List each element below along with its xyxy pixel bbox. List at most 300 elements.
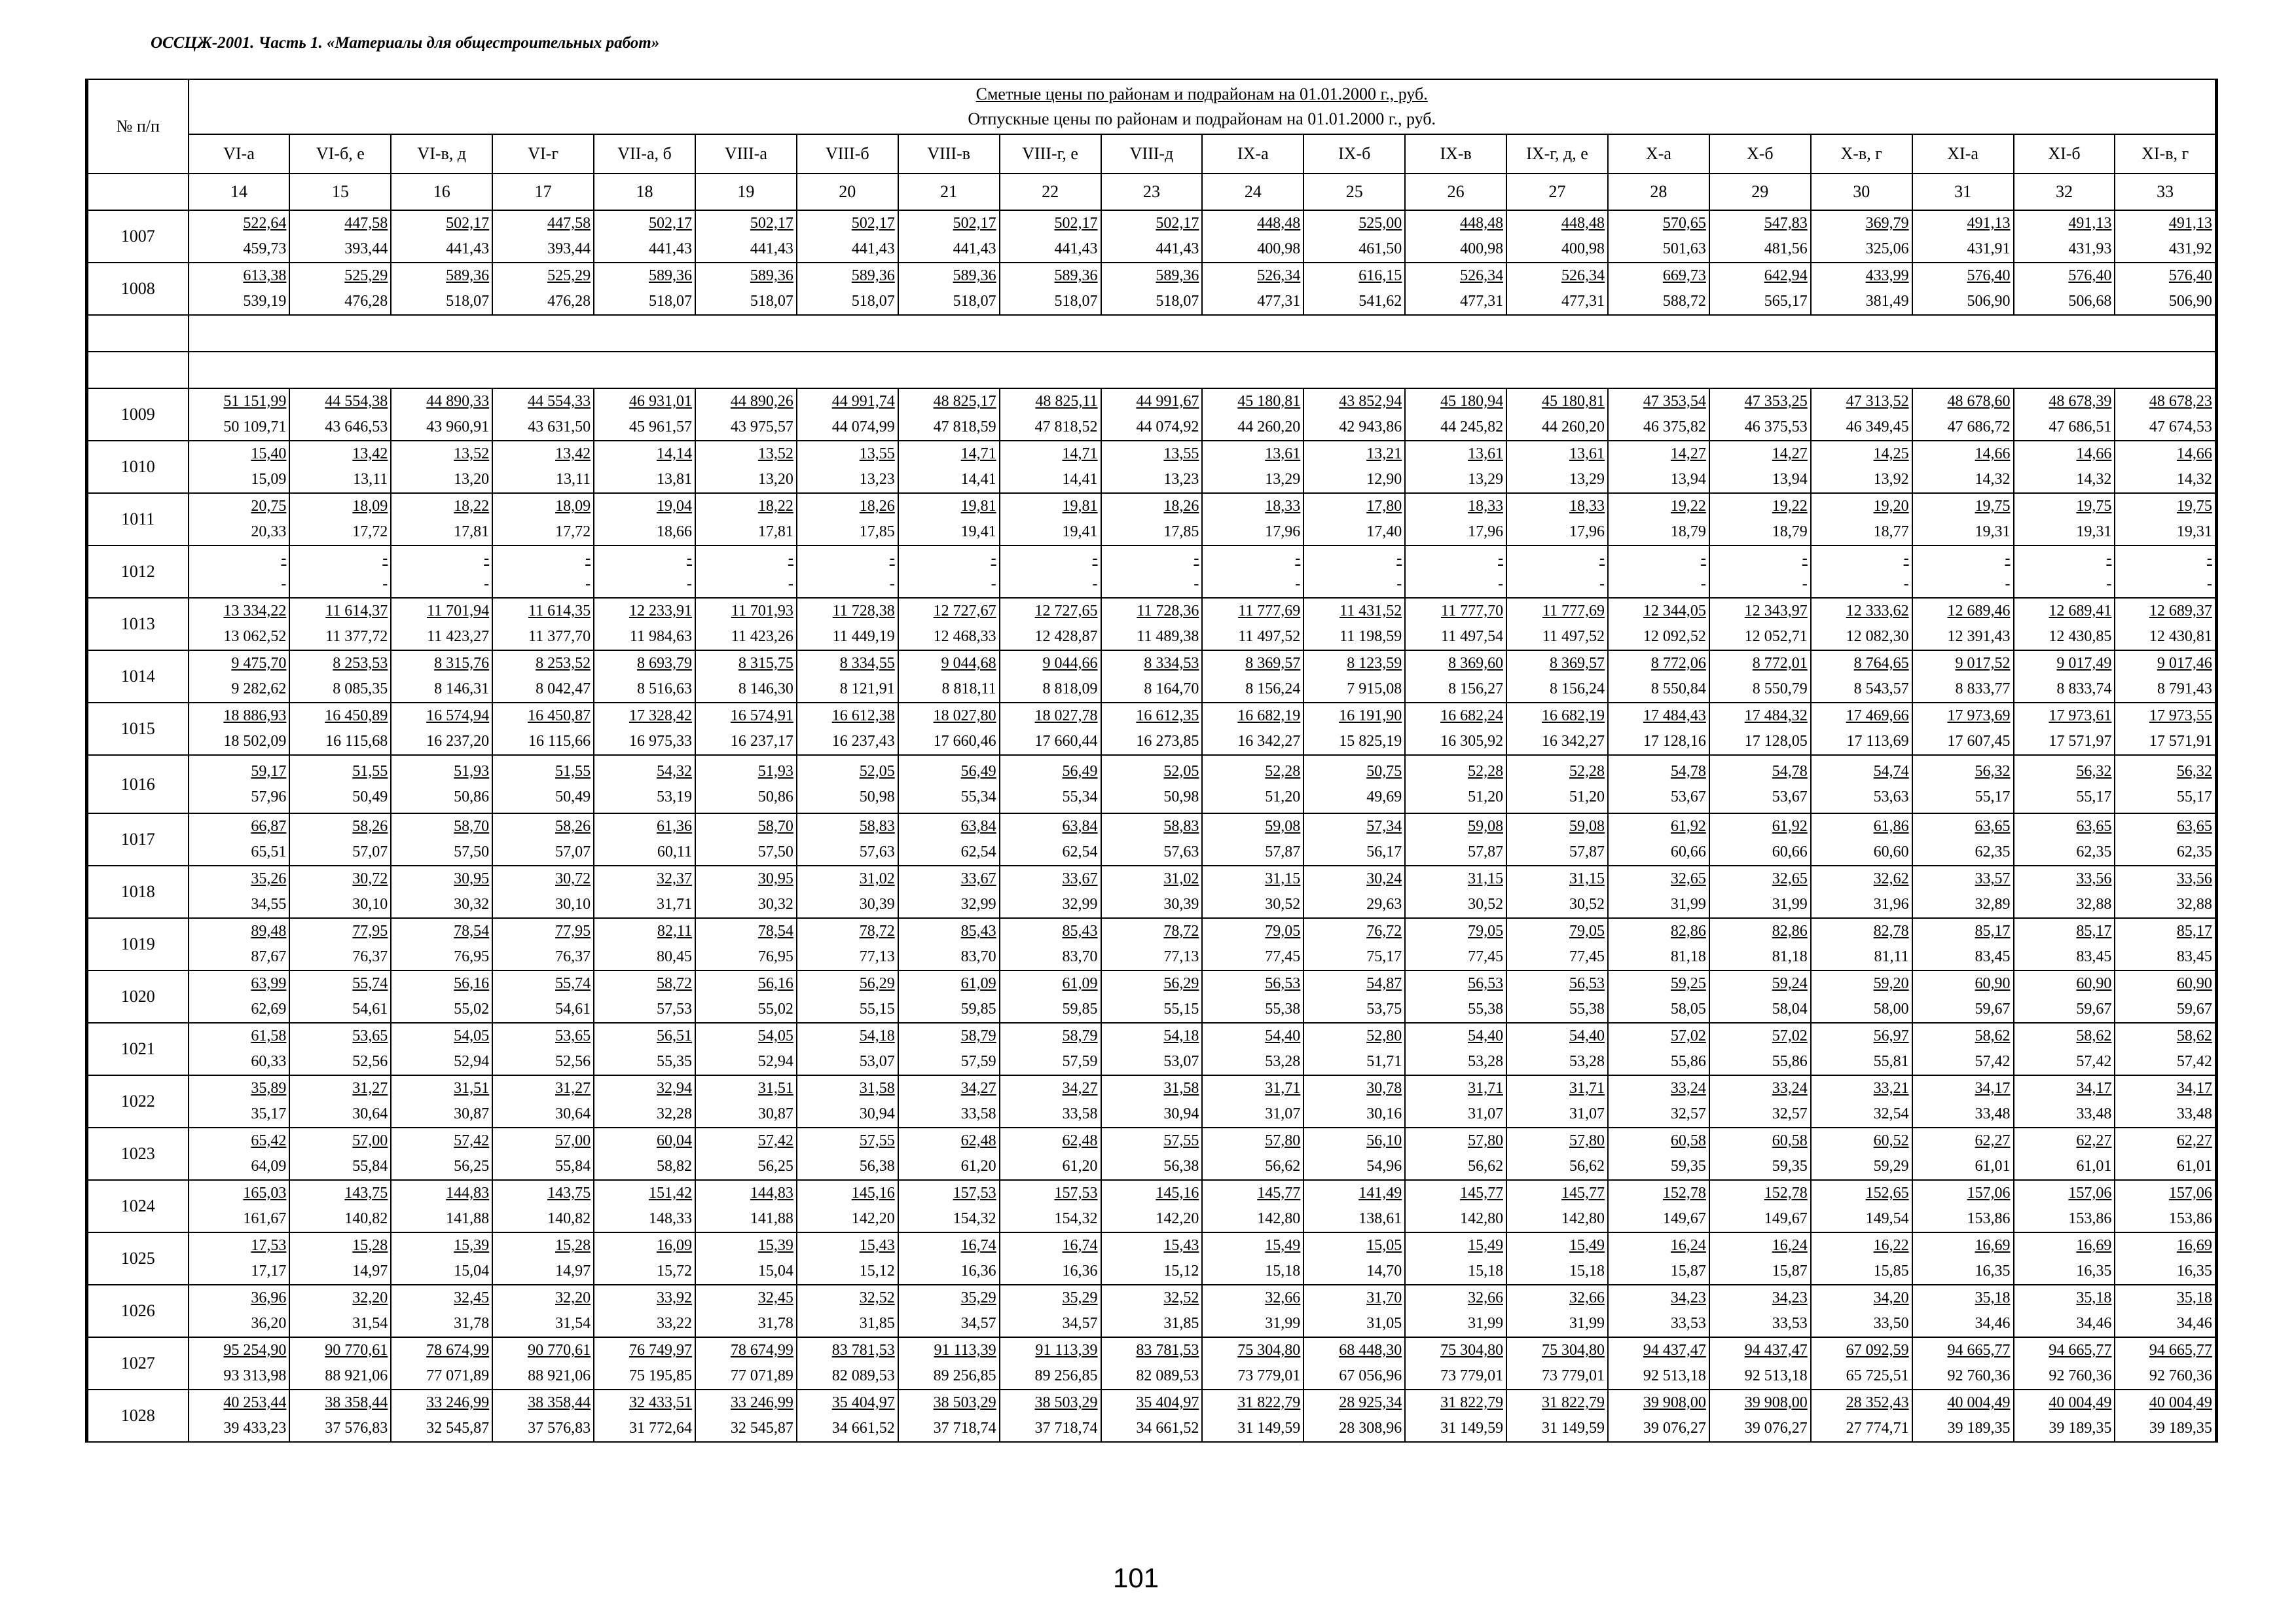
estimated-price: 448,48 (1561, 215, 1605, 232)
release-price: 15,09 (251, 471, 287, 488)
estimated-price: 32,20 (352, 1289, 388, 1306)
price-cell (1303, 1285, 1405, 1337)
release-price: 43 631,50 (528, 418, 591, 435)
price-cell (898, 918, 1000, 970)
price-cell (797, 441, 898, 493)
release-price: 11 198,59 (1339, 628, 1402, 645)
price-cell (1506, 598, 1608, 650)
estimated-price: 13,61 (1569, 445, 1605, 462)
price-cell (1709, 918, 1811, 970)
price-cell (289, 1337, 391, 1390)
table-row (87, 1075, 2217, 1128)
row-number: 1023 (87, 1128, 189, 1180)
price-cell (1405, 1285, 1506, 1337)
price-cell (594, 1285, 695, 1337)
price-cell (1000, 1023, 1101, 1075)
estimated-price: 43 852,94 (1339, 393, 1402, 410)
release-price: 8 516,63 (636, 680, 692, 697)
estimated-price: 57,42 (454, 1132, 490, 1149)
price-cell (1000, 598, 1101, 650)
price-cell (492, 650, 594, 703)
table-row (87, 598, 2217, 650)
price-cell (391, 598, 492, 650)
estimated-price: 82,86 (1670, 923, 1706, 940)
release-price: 31,07 (1265, 1105, 1301, 1122)
release-price: 19,31 (2076, 523, 2112, 540)
table-row (87, 493, 2217, 545)
estimated-price: 30,72 (555, 870, 591, 887)
release-price: 73 779,01 (1237, 1367, 1301, 1384)
estimated-price: 19,22 (1670, 498, 1706, 515)
price-cell (1608, 1023, 1709, 1075)
estimated-price: 17 973,55 (2149, 707, 2212, 724)
estimated-price: 58,72 (656, 975, 692, 992)
estimated-price: 60,90 (1975, 975, 2011, 992)
price-cell (391, 703, 492, 755)
release-price: 50,49 (555, 788, 591, 805)
estimated-price: 16,69 (2176, 1237, 2212, 1254)
estimated-price: 52,05 (1163, 762, 1199, 780)
price-cell (492, 866, 594, 918)
row-number: 1010 (87, 441, 189, 493)
release-price: 53,28 (1569, 1053, 1605, 1070)
estimated-price: 34,17 (2076, 1080, 2112, 1097)
price-cell (1000, 1128, 1101, 1180)
release-price: 400,98 (1561, 240, 1605, 257)
release-price: 50,49 (352, 788, 388, 805)
column-number: 27 (1506, 174, 1608, 210)
estimated-price: - (1396, 550, 1402, 567)
release-price: 44 245,82 (1440, 418, 1504, 435)
price-cell (1608, 1390, 1709, 1442)
estimated-price: 63,84 (1062, 818, 1098, 835)
price-cell (1303, 970, 1405, 1023)
estimated-price: 33,56 (2076, 870, 2112, 887)
release-price: 33,48 (1975, 1105, 2011, 1122)
estimated-price: 51,55 (555, 762, 591, 780)
release-price: - (1396, 576, 1402, 593)
table-row (87, 388, 2217, 441)
estimated-price: 90 770,61 (325, 1342, 388, 1359)
estimated-price: 16,24 (1772, 1237, 1808, 1254)
estimated-price: 502,17 (851, 215, 895, 232)
release-price: 32,57 (1670, 1105, 1706, 1122)
price-cell (797, 918, 898, 970)
estimated-price: 51,93 (454, 762, 490, 780)
row-number: 1013 (87, 598, 189, 650)
release-price: 32,54 (1873, 1105, 1909, 1122)
price-cell (2115, 918, 2216, 970)
estimated-price: 30,95 (757, 870, 793, 887)
release-price: 30,64 (352, 1105, 388, 1122)
estimated-price: 51 151,99 (223, 393, 287, 410)
estimated-price: 8 123,59 (1347, 655, 1402, 672)
release-price: 518,07 (750, 293, 793, 310)
table-row (87, 970, 2217, 1023)
release-price: 50,98 (859, 788, 895, 805)
price-cell (492, 1075, 594, 1128)
price-cell (1000, 1337, 1101, 1390)
estimated-price: 56,32 (1975, 762, 2011, 780)
estimated-price: 525,29 (547, 267, 591, 284)
estimated-price: 12 727,67 (933, 602, 996, 619)
estimated-price: 14,14 (656, 445, 692, 462)
release-price: 49,69 (1366, 788, 1402, 805)
release-price: 15,87 (1772, 1263, 1808, 1280)
release-price: 31,07 (1569, 1105, 1605, 1122)
price-cell (189, 598, 290, 650)
release-price: 75 195,85 (629, 1367, 692, 1384)
estimated-price: 33,67 (1062, 870, 1098, 887)
release-price: 55,17 (2076, 788, 2112, 805)
price-cell (1811, 545, 1912, 598)
estimated-price: 47 353,54 (1643, 393, 1706, 410)
estimated-price: 59,08 (1569, 818, 1605, 835)
estimated-price: 34,17 (1975, 1080, 2011, 1097)
release-price: 52,94 (454, 1053, 490, 1070)
estimated-price: 14,66 (2176, 445, 2212, 462)
price-cell (695, 866, 797, 918)
estimated-price: 15,40 (251, 445, 287, 462)
price-cell (695, 210, 797, 263)
release-price: 30,10 (555, 896, 591, 913)
estimated-price: 78 674,99 (426, 1342, 490, 1359)
estimated-price: 40 004,49 (2149, 1394, 2212, 1411)
estimated-price: 19,81 (1062, 498, 1098, 515)
release-price: 459,73 (243, 240, 287, 257)
release-price: 73 779,01 (1440, 1367, 1504, 1384)
price-cell (1506, 1232, 1608, 1285)
estimated-price: 433,99 (1865, 267, 1909, 284)
release-price: - (1194, 576, 1199, 593)
price-cell (1506, 1075, 1608, 1128)
release-price: 44 260,20 (1237, 418, 1301, 435)
price-cell (189, 441, 290, 493)
release-price: 441,43 (953, 240, 996, 257)
estimated-price: 95 254,90 (223, 1342, 287, 1359)
price-cell (898, 210, 1000, 263)
estimated-price: 570,65 (1662, 215, 1706, 232)
estimated-price: 165,03 (243, 1185, 287, 1202)
price-cell (1608, 755, 1709, 813)
release-price: 57,50 (757, 843, 793, 860)
price-cell (695, 1180, 797, 1232)
release-price: 92 513,18 (1744, 1367, 1808, 1384)
price-cell (898, 813, 1000, 866)
release-price: 57,96 (251, 788, 287, 805)
release-price: 56,62 (1468, 1158, 1504, 1175)
price-cell (1000, 263, 1101, 315)
column-number: 33 (2115, 174, 2216, 210)
price-cell (1101, 493, 1203, 545)
estimated-price: - (788, 550, 793, 567)
release-price: 154,32 (953, 1210, 996, 1227)
estimated-price: 502,17 (1054, 215, 1098, 232)
estimated-price: 31,58 (859, 1080, 895, 1097)
estimated-price: 9 475,70 (231, 655, 287, 672)
price-cell (1912, 210, 2014, 263)
release-price: 55,17 (2176, 788, 2212, 805)
estimated-price: 35,18 (2076, 1289, 2112, 1306)
release-price: 518,07 (648, 293, 692, 310)
release-price: 476,28 (547, 293, 591, 310)
release-price: - (1295, 576, 1301, 593)
super-header-line1: Сметные цены по районам и подрайонам на 01.01.2000 г., руб. (975, 84, 1428, 103)
release-price: 77,45 (1468, 948, 1504, 965)
row-number: 1027 (87, 1337, 189, 1390)
price-cell (1506, 755, 1608, 813)
release-price: 62,54 (1062, 843, 1098, 860)
release-price: 12 430,85 (2049, 628, 2112, 645)
estimated-price: 32,65 (1670, 870, 1706, 887)
estimated-price: 52,80 (1366, 1027, 1402, 1044)
price-cell (2115, 755, 2216, 813)
column-number: 20 (797, 174, 898, 210)
price-cell (1000, 493, 1101, 545)
estimated-price: 65,42 (251, 1132, 287, 1149)
estimated-price: 56,16 (757, 975, 793, 992)
release-price: 55,81 (1873, 1053, 1909, 1070)
release-price: 57,07 (352, 843, 388, 860)
estimated-price: 58,26 (555, 818, 591, 835)
price-cell (1202, 650, 1303, 703)
estimated-price: 31,71 (1569, 1080, 1605, 1097)
row-number: 1018 (87, 866, 189, 918)
release-price: 47 818,59 (933, 418, 996, 435)
release-price: 142,80 (1561, 1210, 1605, 1227)
release-price: 8 833,74 (2056, 680, 2112, 697)
table-row (87, 813, 2217, 866)
estimated-price: 12 233,91 (629, 602, 692, 619)
release-price: 153,86 (2168, 1210, 2212, 1227)
estimated-price: 33,57 (1975, 870, 2011, 887)
price-cell (2014, 441, 2115, 493)
estimated-price: 13,21 (1366, 445, 1402, 462)
estimated-price: - (1802, 550, 1808, 567)
release-price: 83,70 (1062, 948, 1098, 965)
price-cell (492, 703, 594, 755)
release-price: 506,90 (1967, 293, 2011, 310)
release-price: 93 313,98 (223, 1367, 287, 1384)
price-cell (1101, 1023, 1203, 1075)
release-price: 14,32 (2076, 471, 2112, 488)
release-price: - (1700, 576, 1706, 593)
release-price: 33,48 (2176, 1105, 2212, 1122)
estimated-price: 85,43 (1062, 923, 1098, 940)
region-header: VIII-д (1101, 134, 1203, 174)
price-cell (1506, 1023, 1608, 1075)
release-price: 50,86 (454, 788, 490, 805)
release-price: 53,07 (1163, 1053, 1199, 1070)
super-header (189, 79, 2217, 134)
estimated-price: 38 358,44 (528, 1394, 591, 1411)
estimated-price: 13,55 (1163, 445, 1199, 462)
release-price: 16,35 (1975, 1263, 2011, 1280)
estimated-price: 59,24 (1772, 975, 1808, 992)
release-price: 8 146,30 (738, 680, 793, 697)
estimated-price: 57,02 (1772, 1027, 1808, 1044)
price-cell (1405, 1337, 1506, 1390)
estimated-price: 526,34 (1460, 267, 1504, 284)
estimated-price: 19,04 (656, 498, 692, 515)
estimated-price: 17 973,69 (1947, 707, 2011, 724)
estimated-price: 56,53 (1569, 975, 1605, 992)
estimated-price: 34,27 (1062, 1080, 1098, 1097)
release-price: 58,82 (656, 1158, 692, 1175)
release-price: 92 760,36 (2049, 1367, 2112, 1384)
table-row (87, 650, 2217, 703)
price-cell (492, 918, 594, 970)
release-price: 17 571,91 (2149, 733, 2212, 750)
estimated-price: 31,71 (1265, 1080, 1301, 1097)
estimated-price: 94 665,77 (2049, 1342, 2112, 1359)
release-price: 76,37 (555, 948, 591, 965)
price-cell (1811, 1285, 1912, 1337)
price-cell (391, 755, 492, 813)
price-cell (797, 970, 898, 1023)
release-price: 54,61 (352, 1001, 388, 1018)
price-cell (1912, 755, 2014, 813)
estimated-price: 11 777,69 (1238, 602, 1301, 619)
release-price: 8 550,84 (1650, 680, 1706, 697)
release-price: - (2206, 576, 2212, 593)
estimated-price: 669,73 (1662, 267, 1706, 284)
price-cell (391, 866, 492, 918)
estimated-price: 31,02 (859, 870, 895, 887)
estimated-price: 613,38 (243, 267, 287, 284)
release-price: 431,91 (1967, 240, 2011, 257)
price-cell (797, 1337, 898, 1390)
estimated-price: 78,54 (757, 923, 793, 940)
release-price: 33,50 (1873, 1315, 1909, 1332)
price-cell (797, 1285, 898, 1337)
estimated-price: 642,94 (1764, 267, 1808, 284)
release-price: 13,94 (1772, 471, 1808, 488)
release-price: 8 121,91 (839, 680, 895, 697)
estimated-price: 152,65 (1865, 1185, 1909, 1202)
price-cell (189, 970, 290, 1023)
release-price: 518,07 (953, 293, 996, 310)
price-cell (1202, 918, 1303, 970)
row-number: 1019 (87, 918, 189, 970)
table-row (87, 263, 2217, 315)
estimated-price: 152,78 (1662, 1185, 1706, 1202)
estimated-price: 32,52 (859, 1289, 895, 1306)
price-cell (1608, 970, 1709, 1023)
estimated-price: 62,27 (2176, 1132, 2212, 1149)
release-price: 92 760,36 (1947, 1367, 2011, 1384)
price-cell (1608, 703, 1709, 755)
release-price: 18,66 (656, 523, 692, 540)
table-row (87, 1180, 2217, 1232)
estimated-price: 15,05 (1366, 1237, 1402, 1254)
release-price: 18,79 (1670, 523, 1706, 540)
estimated-price: 15,49 (1569, 1237, 1605, 1254)
estimated-price: 47 313,52 (1846, 393, 1909, 410)
price-cell (2014, 703, 2115, 755)
price-cell (594, 441, 695, 493)
estimated-price: 502,17 (648, 215, 692, 232)
estimated-price: 45 180,81 (1237, 393, 1301, 410)
estimated-price: 56,51 (656, 1027, 692, 1044)
release-price: 30,10 (352, 896, 388, 913)
release-price: 57,59 (960, 1053, 996, 1070)
release-price: 8 818,09 (1042, 680, 1098, 697)
estimated-price: - (1599, 550, 1605, 567)
release-price: 52,56 (555, 1053, 591, 1070)
estimated-price: 17,80 (1366, 498, 1402, 515)
price-cell (1709, 1128, 1811, 1180)
estimated-price: 11 614,35 (528, 602, 591, 619)
estimated-price: 19,20 (1873, 498, 1909, 515)
price-cell (1912, 598, 2014, 650)
price-cell (1912, 441, 2014, 493)
release-price: - (889, 576, 895, 593)
release-price: 47 686,72 (1947, 418, 2011, 435)
price-cell (1405, 703, 1506, 755)
price-cell (1202, 755, 1303, 813)
price-cell (695, 1023, 797, 1075)
estimated-price: 61,92 (1670, 818, 1706, 835)
price-cell (695, 970, 797, 1023)
release-price: 141,88 (750, 1210, 793, 1227)
price-cell (898, 1023, 1000, 1075)
estimated-price: 13 334,22 (223, 602, 287, 619)
release-price: 17,72 (555, 523, 591, 540)
release-price: 36,20 (251, 1315, 287, 1332)
price-cell (1506, 918, 1608, 970)
price-cell (1000, 545, 1101, 598)
price-cell (594, 1075, 695, 1128)
column-number: 19 (695, 174, 797, 210)
price-cell (492, 813, 594, 866)
estimated-price: 40 004,49 (2049, 1394, 2112, 1411)
price-cell (1101, 1232, 1203, 1285)
price-cell (1405, 866, 1506, 918)
estimated-price: 30,24 (1366, 870, 1402, 887)
column-number: 31 (1912, 174, 2014, 210)
estimated-price: 53,65 (555, 1027, 591, 1044)
estimated-price: 11 701,94 (427, 602, 490, 619)
estimated-price: 14,27 (1772, 445, 1808, 462)
estimated-price: 61,36 (656, 818, 692, 835)
estimated-price: 58,79 (1062, 1027, 1098, 1044)
release-price: 61,01 (2176, 1158, 2212, 1175)
estimated-price: 48 678,39 (2049, 393, 2112, 410)
estimated-price: 56,53 (1468, 975, 1504, 992)
release-price: 31,99 (1569, 1315, 1605, 1332)
estimated-price: 589,36 (1054, 267, 1098, 284)
release-price: 56,17 (1366, 843, 1402, 860)
price-cell (189, 755, 290, 813)
price-cell (1608, 598, 1709, 650)
price-cell (189, 493, 290, 545)
estimated-price: 32,52 (1163, 1289, 1199, 1306)
release-price: 12 468,33 (933, 628, 996, 645)
estimated-price: 18 886,93 (223, 707, 287, 724)
estimated-price: 16 682,19 (1237, 707, 1301, 724)
estimated-price: 62,27 (1975, 1132, 2011, 1149)
price-cell (1000, 866, 1101, 918)
price-cell (1000, 1285, 1101, 1337)
release-price: 17,17 (251, 1263, 287, 1280)
price-cell (391, 210, 492, 263)
release-price: 55,84 (352, 1158, 388, 1175)
price-cell (1811, 263, 1912, 315)
release-price: 14,70 (1366, 1263, 1402, 1280)
release-price: 62,54 (960, 843, 996, 860)
region-header: XI-б (2014, 134, 2115, 174)
